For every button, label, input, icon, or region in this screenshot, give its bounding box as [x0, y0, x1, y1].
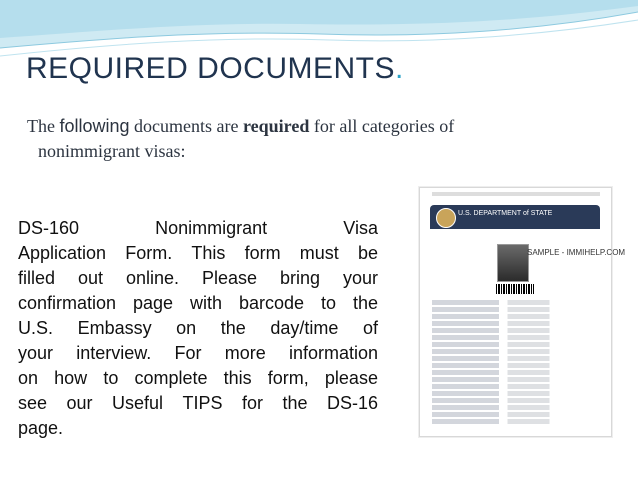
form-row — [432, 405, 600, 410]
description-line — [18, 366, 378, 391]
description-word: For — [174, 343, 202, 363]
applicant-photo — [497, 244, 529, 282]
description-word: this — [223, 368, 252, 388]
form-row — [432, 412, 600, 417]
page-title-period: . — [395, 52, 404, 85]
description-line — [18, 416, 378, 441]
description-word: page. — [18, 418, 64, 438]
form-row — [432, 370, 600, 375]
description-line — [18, 216, 378, 241]
form-row — [432, 419, 600, 424]
ds160-sample-form-image — [419, 187, 626, 437]
description-word: must — [299, 243, 339, 263]
description-word: online. — [125, 268, 180, 288]
description-word: DS-16 — [326, 393, 378, 413]
description-word: please — [324, 368, 378, 388]
form-row — [432, 300, 600, 305]
description-word: filled — [18, 268, 56, 288]
form-row — [432, 356, 600, 361]
description-word: form — [244, 243, 281, 263]
description-word: complete — [134, 368, 208, 388]
form-row — [432, 335, 600, 340]
form-row — [432, 342, 600, 347]
description-word: our — [66, 393, 93, 413]
description-word: for — [241, 393, 263, 413]
form-row — [432, 384, 600, 389]
description-word: the — [352, 293, 378, 313]
sample-watermark: SAMPLE - IMMIHELP.COM — [527, 248, 626, 257]
description-line — [18, 341, 378, 366]
intro-text-following: following — [59, 116, 130, 136]
description-word: information — [288, 343, 378, 363]
description-word: out — [77, 268, 104, 288]
description-word: Please — [201, 268, 258, 288]
description-word: the — [282, 393, 308, 413]
description-line — [18, 291, 378, 316]
description-word: TIPS — [182, 393, 223, 413]
description-line — [18, 391, 378, 416]
intro-text-required: required — [243, 116, 310, 136]
description-line — [18, 266, 378, 291]
description-word: the — [220, 318, 246, 338]
description-word: form, — [267, 368, 309, 388]
description-word: day/time — [270, 318, 339, 338]
description-line — [18, 241, 378, 266]
description-word: Visa — [343, 218, 378, 238]
description-word: Form. — [125, 243, 173, 263]
description-word: more — [224, 343, 266, 363]
form-top-line — [432, 192, 600, 196]
description-word: bring — [279, 268, 320, 288]
barcode — [496, 284, 534, 294]
form-row — [432, 349, 600, 354]
description-word: with — [190, 293, 223, 313]
form-row — [432, 328, 600, 333]
form-row — [432, 307, 600, 312]
description-word: Embassy — [77, 318, 152, 338]
form-row — [432, 377, 600, 382]
intro-text-line2: nonimmigrant visas: — [38, 141, 186, 161]
description-word: page — [133, 293, 174, 313]
page-title-text: REQUIRED DOCUMENTS — [26, 52, 396, 85]
description-word: of — [362, 318, 378, 338]
description-word: on — [176, 318, 197, 338]
description-word: on — [18, 368, 39, 388]
intro-text: documents are — [129, 116, 243, 136]
description-word: interview. — [76, 343, 152, 363]
intro-text: The — [27, 116, 60, 136]
description-word: how — [54, 368, 88, 388]
description-word: be — [357, 243, 378, 263]
form-header-text: U.S. DEPARTMENT of STATE — [458, 210, 553, 217]
description-word: your — [18, 343, 54, 363]
intro-text: for all categories of — [309, 116, 455, 136]
form-rows — [432, 300, 600, 426]
description-word: to — [103, 368, 119, 388]
state-department-seal-icon — [436, 208, 456, 228]
description-word: to — [320, 293, 336, 313]
description-line — [18, 316, 378, 341]
form-row — [432, 314, 600, 319]
description-word: confirmation — [18, 293, 117, 313]
description-word: This — [191, 243, 226, 263]
description-word: see — [18, 393, 48, 413]
intro-paragraph — [27, 114, 587, 164]
form-row — [432, 398, 600, 403]
description-word: Useful — [111, 393, 164, 413]
ds160-description — [18, 216, 378, 441]
description-word: DS-160 — [18, 218, 80, 238]
form-row — [432, 391, 600, 396]
description-word: Nonimmigrant — [155, 218, 268, 238]
form-row — [432, 321, 600, 326]
description-word: U.S. — [18, 318, 54, 338]
page-title — [26, 52, 404, 86]
form-row — [432, 363, 600, 368]
description-word: Application — [18, 243, 107, 263]
description-word: barcode — [238, 293, 305, 313]
description-word: your — [342, 268, 378, 288]
